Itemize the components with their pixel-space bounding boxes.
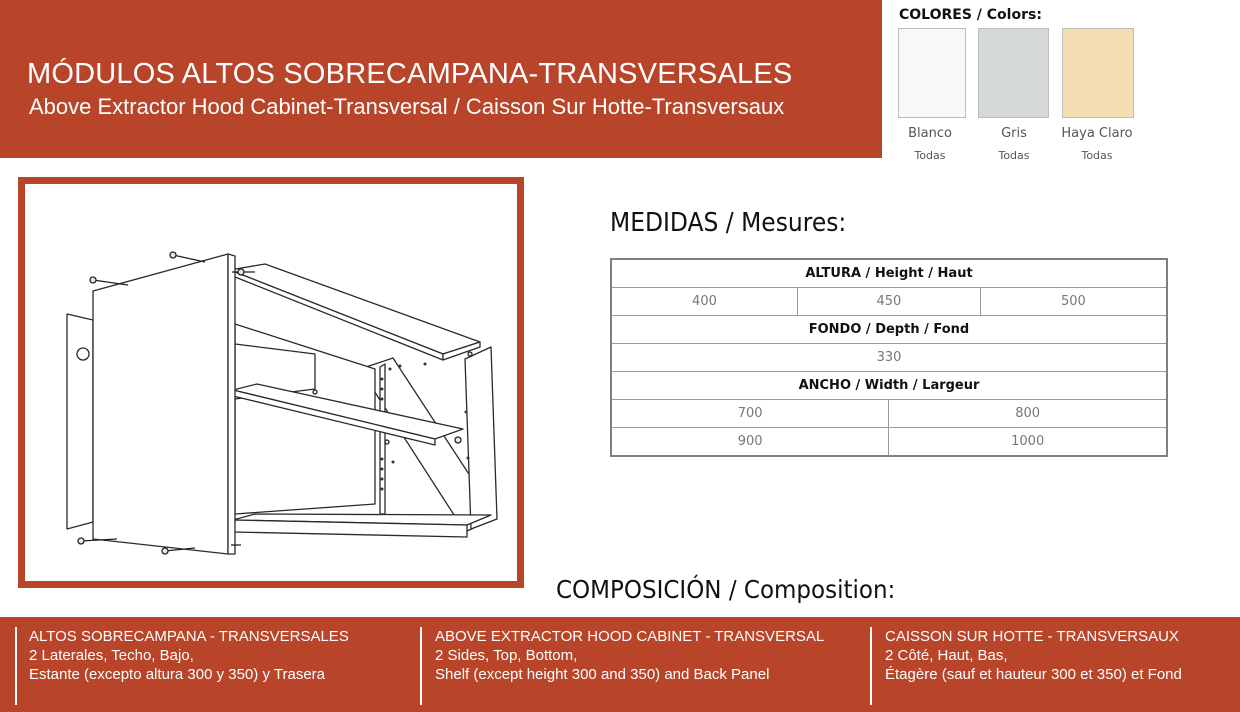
measures-table bbox=[610, 258, 1168, 457]
composition-line: Estante (excepto altura 300 y 350) y Trasera bbox=[29, 666, 325, 683]
swatch-gris[interactable] bbox=[978, 28, 1049, 118]
swatch-haya-claro[interactable] bbox=[1062, 28, 1134, 118]
height-value: 400 bbox=[611, 288, 797, 316]
width-value: 700 bbox=[611, 400, 889, 428]
composition-heading: ALTOS SOBRECAMPANA - TRANSVERSALES bbox=[29, 628, 349, 645]
height-value: 500 bbox=[980, 288, 1167, 316]
composition-heading: CAISSON SUR HOTTE - TRANSVERSAUX bbox=[885, 628, 1179, 645]
header-banner bbox=[0, 0, 882, 158]
swatch-label: Gris bbox=[1001, 126, 1027, 141]
swatch-blanco[interactable] bbox=[898, 28, 966, 118]
composition-line: Shelf (except height 300 and 350) and Back Panel bbox=[435, 666, 770, 683]
composition-line: Étagère (sauf et hauteur 300 et 350) et Fond bbox=[885, 666, 1182, 683]
page-title: MÓDULOS ALTOS SOBRECAMPANA-TRANSVERSALES bbox=[27, 58, 793, 90]
composition-column-es bbox=[15, 627, 349, 705]
height-value: 450 bbox=[797, 288, 980, 316]
swatch-label: Blanco bbox=[908, 126, 952, 141]
swatch-availability: Todas bbox=[1081, 149, 1113, 162]
swatch-availability: Todas bbox=[914, 149, 946, 162]
page-subtitle: Above Extractor Hood Cabinet-Transversal / Caisson Sur Hotte-Transversaux bbox=[29, 94, 785, 119]
composition-title: COMPOSICIÓN / Composition: bbox=[556, 575, 896, 604]
measures-title: MEDIDAS / Mesures: bbox=[610, 208, 847, 238]
composition-column-en bbox=[420, 627, 824, 705]
composition-column-fr bbox=[870, 627, 1182, 705]
width-header: ANCHO / Width / Largeur bbox=[611, 372, 1167, 400]
cabinet-drawing-frame bbox=[18, 177, 524, 588]
composition-line: 2 Sides, Top, Bottom, bbox=[435, 647, 578, 664]
height-header: ALTURA / Height / Haut bbox=[611, 259, 1167, 288]
width-value: 800 bbox=[889, 400, 1167, 428]
swatch-availability: Todas bbox=[998, 149, 1030, 162]
width-value: 900 bbox=[611, 428, 889, 457]
composition-footer bbox=[0, 617, 1240, 712]
width-value: 1000 bbox=[889, 428, 1167, 457]
composition-line: 2 Laterales, Techo, Bajo, bbox=[29, 647, 194, 664]
swatch-label: Haya Claro bbox=[1061, 126, 1133, 141]
cabinet-exploded-drawing bbox=[25, 184, 517, 581]
depth-value: 330 bbox=[611, 344, 1167, 372]
composition-line: 2 Côté, Haut, Bas, bbox=[885, 647, 1008, 664]
colors-title: COLORES / Colors: bbox=[899, 7, 1042, 23]
depth-header: FONDO / Depth / Fond bbox=[611, 316, 1167, 344]
composition-heading: ABOVE EXTRACTOR HOOD CABINET - TRANSVERSAL bbox=[435, 628, 825, 645]
